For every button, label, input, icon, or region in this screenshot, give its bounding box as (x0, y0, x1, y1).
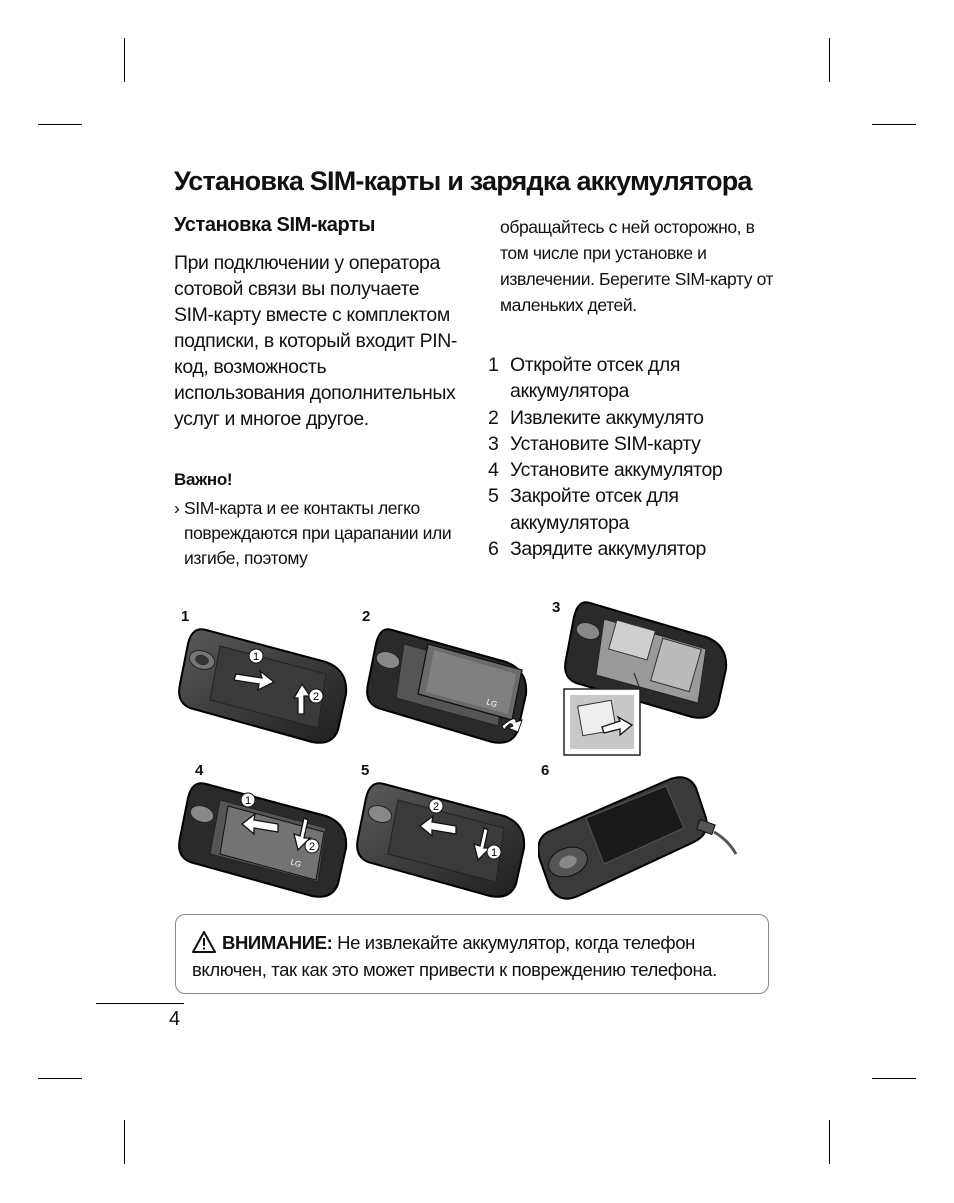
step-text: Откройте отсек для аккумулятора (510, 354, 680, 403)
caution-label: ВНИМАНИЕ: (222, 932, 333, 953)
section-heading: Установка SIM-карты (174, 214, 376, 236)
crop-mark (829, 38, 830, 82)
important-bullet (174, 496, 464, 571)
step-item (488, 431, 778, 457)
marker-2: 2 (432, 801, 440, 813)
marker-2: 2 (308, 841, 316, 853)
figure-label-6: 6 (541, 762, 550, 779)
caution-line-2: включен, так как это может привести к повреждению телефона. (192, 959, 717, 980)
page-number: 4 (169, 1008, 181, 1030)
step-text: Зарядите аккумулятор (510, 538, 706, 561)
bullet-text: SIM-карта и ее контакты легко повреждаются при царапании или изгибе, поэтому (184, 498, 452, 568)
step-text: Установите SIM-карту (510, 432, 701, 455)
brand-mark: LG (485, 697, 499, 710)
crop-mark (829, 1120, 830, 1164)
marker-1: 1 (490, 847, 498, 859)
crop-mark (124, 1120, 125, 1164)
step-number: 2 (488, 406, 499, 429)
figure-5-close-cover (356, 776, 528, 901)
step-item (488, 405, 778, 431)
crop-mark (38, 1078, 82, 1079)
figure-3-insert-sim (560, 597, 730, 760)
step-item (488, 352, 778, 405)
step-number: 1 (488, 354, 499, 376)
marker-2: 2 (312, 691, 320, 703)
caution-line-1 (192, 931, 695, 954)
figure-label-1: 1 (181, 608, 190, 625)
step-number: 6 (488, 538, 499, 561)
step-text: Извлеките аккумулято (510, 406, 704, 429)
intro-paragraph: При подключении у оператора сотовой связи вы получаете SIM-карту вместе с комплектом подписки, в который входит PIN-код, возможность использования дополнительных услуг и многое другое. (174, 252, 458, 430)
figure-6-charge-battery (538, 774, 740, 902)
step-number: 4 (488, 459, 499, 482)
crop-mark (872, 1078, 916, 1079)
step-text: Установите аккумулятор (510, 459, 723, 482)
step-item (488, 457, 778, 483)
page-title: Установка SIM-карты и зарядка аккумулятора (174, 166, 752, 196)
figure-label-4: 4 (195, 762, 204, 779)
crop-mark (872, 124, 916, 125)
continued-paragraph: обращайтесь с ней осторожно, в том числе при установке и извлечении. Берегите SIM-карту от маленьких детей. (500, 217, 774, 315)
bullet-mark: › (174, 498, 180, 518)
marker-1: 1 (252, 651, 260, 663)
figure-1-open-battery-cover (176, 622, 352, 747)
step-number: 3 (488, 432, 499, 455)
caution-text-1: Не извлекайте аккумулятор, когда телефон (337, 932, 695, 953)
caution-box (175, 914, 769, 994)
step-number: 5 (488, 485, 499, 508)
warning-icon (192, 931, 216, 953)
step-item (488, 536, 778, 562)
brand-mark: LG (289, 857, 303, 870)
figure-label-3: 3 (552, 599, 561, 616)
figure-label-5: 5 (361, 762, 370, 779)
step-text: Закройте отсек для аккумулятора (510, 485, 679, 534)
page-number-rule (96, 1003, 184, 1004)
important-label: Важно! (174, 470, 233, 489)
figure-4-insert-battery (178, 776, 350, 901)
steps-list (488, 352, 778, 562)
crop-mark (38, 124, 82, 125)
step-item (488, 483, 778, 536)
crop-mark (124, 38, 125, 82)
figure-label-2: 2 (362, 608, 371, 625)
figure-2-remove-battery (366, 622, 536, 747)
marker-1: 1 (244, 795, 252, 807)
